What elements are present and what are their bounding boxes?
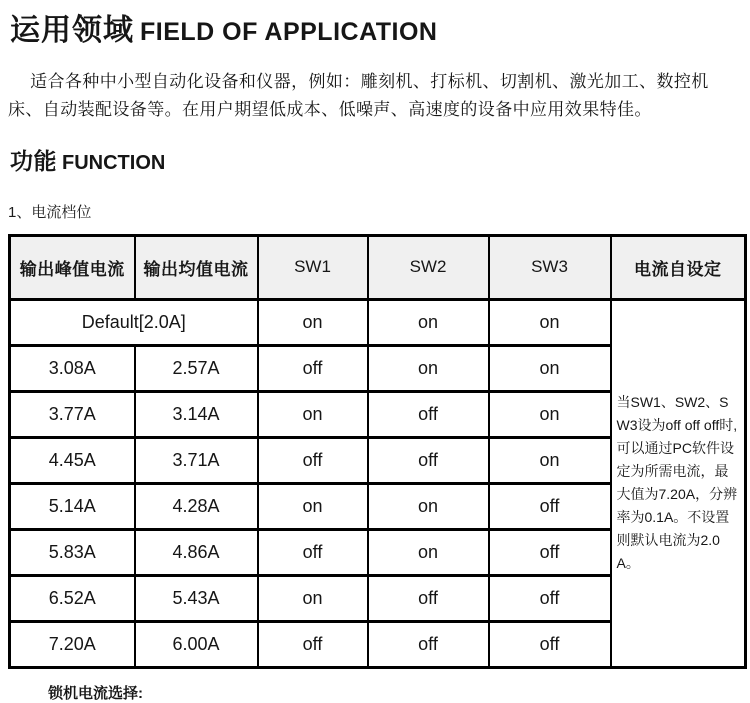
sw3-cell: on: [489, 437, 611, 483]
avg-current-cell: 4.28A: [135, 483, 258, 529]
sw1-cell: on: [258, 299, 368, 345]
peak-current-cell: 5.14A: [10, 483, 135, 529]
sw2-cell: on: [368, 529, 489, 575]
application-title-zh: 运用领域: [10, 14, 134, 47]
header-self-set: 电流自设定: [611, 235, 746, 299]
sw3-cell: off: [489, 483, 611, 529]
peak-current-cell: 6.52A: [10, 575, 135, 621]
peak-current-cell: 7.20A: [10, 621, 135, 667]
sw1-cell: off: [258, 345, 368, 391]
table-header-row: [10, 235, 746, 299]
header-sw1: SW1: [258, 235, 368, 299]
sw2-cell: off: [368, 575, 489, 621]
sw2-cell: on: [368, 345, 489, 391]
sw2-cell: off: [368, 391, 489, 437]
avg-current-cell: 5.43A: [135, 575, 258, 621]
sw3-cell: on: [489, 345, 611, 391]
sw3-cell: off: [489, 529, 611, 575]
peak-current-cell: 5.83A: [10, 529, 135, 575]
application-title-en: FIELD OF APPLICATION: [140, 18, 438, 46]
application-paragraph: 适合各种中小型自动化设备和仪器，例如：雕刻机、打标机、切割机、激光加工、数控机床、自动装配设备等。在用户期望低成本、低噪声、高速度的设备中应用效果特佳。: [8, 72, 709, 120]
sw2-cell: off: [368, 437, 489, 483]
default-current-cell: Default[2.0A]: [10, 299, 258, 345]
sw1-cell: on: [258, 391, 368, 437]
sw3-cell: on: [489, 299, 611, 345]
table-row: [10, 299, 746, 345]
header-peak-current: 输出峰值电流: [10, 235, 135, 299]
current-gear-table: [8, 234, 747, 669]
header-avg-current: 输出均值电流: [135, 235, 258, 299]
function-title-en: FUNCTION: [62, 152, 166, 175]
sw2-cell: on: [368, 299, 489, 345]
avg-current-cell: 3.71A: [135, 437, 258, 483]
sw1-cell: on: [258, 575, 368, 621]
sw3-cell: off: [489, 575, 611, 621]
header-sw3: SW3: [489, 235, 611, 299]
sw1-cell: on: [258, 483, 368, 529]
sw3-cell: on: [489, 391, 611, 437]
function-section-title: [10, 149, 742, 175]
sw1-cell: off: [258, 529, 368, 575]
sw1-cell: off: [258, 621, 368, 667]
peak-current-cell: 3.08A: [10, 345, 135, 391]
sw1-cell: off: [258, 437, 368, 483]
sw2-cell: off: [368, 621, 489, 667]
avg-current-cell: 4.86A: [135, 529, 258, 575]
lock-current-label: 锁机电流选择:: [48, 684, 143, 702]
avg-current-cell: 3.14A: [135, 391, 258, 437]
self-set-note-cell: 当SW1、SW2、SW3设为off off off时,可以通过PC软件设定为所需电流，最大值为7.20A，分辨率为0.1A。不设置则默认电流为2.0A。: [611, 299, 746, 667]
avg-current-cell: 2.57A: [135, 345, 258, 391]
function-title-zh: 功能: [10, 148, 57, 175]
peak-current-cell: 3.77A: [10, 391, 135, 437]
sw3-cell: off: [489, 621, 611, 667]
current-gear-list-label: 1、电流档位: [8, 203, 92, 221]
peak-current-cell: 4.45A: [10, 437, 135, 483]
sw2-cell: on: [368, 483, 489, 529]
avg-current-cell: 6.00A: [135, 621, 258, 667]
application-section-title: [10, 12, 742, 47]
header-sw2: SW2: [368, 235, 489, 299]
